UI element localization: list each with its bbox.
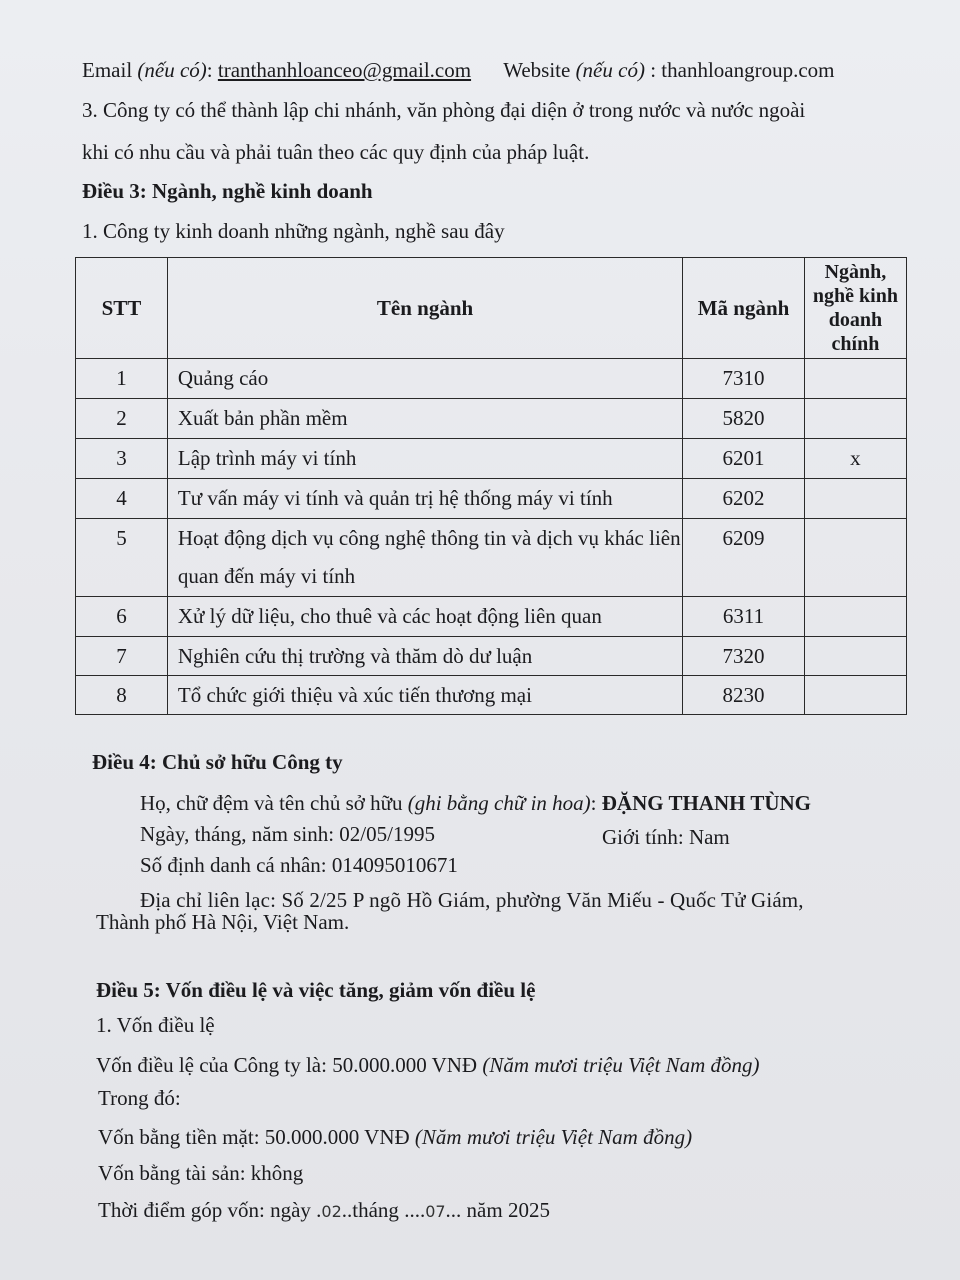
table-row <box>76 637 907 676</box>
cell-stt: 7 <box>76 637 168 676</box>
contrib-month: 07 <box>425 1202 446 1221</box>
owner-address-line1: Địa chỉ liên lạc: Số 2/25 P ngõ Hồ Giám, phường Văn Miếu - Quốc Tử Giám, <box>140 888 804 912</box>
assets-line: Vốn bằng tài sản: không <box>98 1161 304 1185</box>
owner-dob: Ngày, tháng, năm sinh: 02/05/1995 <box>140 822 435 846</box>
capital-words: (Năm mươi triệu Việt Nam đồng) <box>482 1053 760 1077</box>
cash-text: Vốn bằng tiền mặt: 50.000.000 VNĐ <box>98 1125 410 1149</box>
contrib-day: 02 <box>321 1202 342 1221</box>
cell-stt: 1 <box>76 359 168 399</box>
cell-code: 6201 <box>683 439 805 479</box>
header-main-line: doanh <box>828 309 883 331</box>
contrib-year-label: năm 2025 <box>466 1198 550 1222</box>
capital-text: Vốn điều lệ của Công ty là: 50.000.000 VNĐ <box>96 1053 478 1077</box>
cell-name: Hoạt động dịch vụ công nghệ thông tin và dịch vụ khác liên quan đến máy vi tính <box>167 519 682 597</box>
cell-main <box>804 359 906 399</box>
cell-stt: 2 <box>76 399 168 439</box>
cell-main <box>804 479 906 519</box>
contrib-label: Thời điểm góp vốn: ngày <box>98 1198 311 1222</box>
owner-address-line2: Thành phố Hà Nội, Việt Nam. <box>96 910 350 934</box>
table-row <box>76 399 907 439</box>
article4-title: Điều 4: Chủ sở hữu Công ty <box>92 750 343 774</box>
cell-code: 5820 <box>683 399 805 439</box>
cell-name: Nghiên cứu thị trường và thăm dò dư luận <box>167 637 682 676</box>
clause3-line2: khi có nhu cầu và phải tuân theo các quy định của pháp luật. <box>82 140 590 164</box>
business-lines-table <box>75 257 907 715</box>
cell-main <box>804 597 906 637</box>
cell-stt: 8 <box>76 676 168 715</box>
cell-code: 7310 <box>683 359 805 399</box>
owner-id: Số định danh cá nhân: 014095010671 <box>140 853 458 877</box>
table-row <box>76 519 907 597</box>
table-row <box>76 359 907 399</box>
header-name: Tên ngành <box>167 258 682 359</box>
cell-stt: 6 <box>76 597 168 637</box>
cell-name: Xử lý dữ liệu, cho thuê và các hoạt động liên quan <box>167 597 682 637</box>
email-note: (nếu có) <box>137 58 207 82</box>
cash-words: (Năm mươi triệu Việt Nam đồng) <box>414 1125 693 1149</box>
cell-name: Tổ chức giới thiệu và xúc tiến thương mại <box>167 676 682 715</box>
email-label: Email <box>82 58 133 82</box>
owner-label: Họ, chữ đệm và tên chủ sở hữu <box>140 791 403 815</box>
cell-main: x <box>804 439 906 479</box>
capital-line <box>96 1053 760 1078</box>
cell-stt: 5 <box>76 519 168 597</box>
website-label: Website <box>503 58 571 82</box>
cell-code: 6202 <box>683 479 805 519</box>
article5-title: Điều 5: Vốn điều lệ và việc tăng, giảm vốn điều lệ <box>96 978 536 1002</box>
owner-note: (ghi bằng chữ in hoa) <box>407 791 591 815</box>
email-value: tranthanhloanceo@gmail.com <box>217 58 472 82</box>
clause3-line1: 3. Công ty có thể thành lập chi nhánh, văn phòng đại diện ở trong nước và nước ngoài <box>82 98 806 122</box>
cell-code: 7320 <box>683 637 805 676</box>
table-row <box>76 439 907 479</box>
owner-name: ĐẶNG THANH TÙNG <box>601 791 812 815</box>
header-main-line: Ngành, <box>824 261 887 283</box>
cell-name: Tư vấn máy vi tính và quản trị hệ thống máy vi tính <box>167 479 682 519</box>
cell-name: Lập trình máy vi tính <box>167 439 682 479</box>
cell-main <box>804 399 906 439</box>
cell-code: 6311 <box>683 597 805 637</box>
cash-line <box>98 1125 692 1150</box>
contact-line: Email (nếu có): tranthanhloanceo@gmail.com Website (nếu có) : thanhloangroup.com <box>82 58 835 82</box>
cell-stt: 4 <box>76 479 168 519</box>
article5-item1: 1. Vốn điều lệ <box>96 1013 215 1037</box>
cell-main <box>804 519 906 597</box>
cell-name: Xuất bản phần mềm <box>167 399 682 439</box>
header-stt: STT <box>76 258 168 359</box>
header-main-line: chính <box>831 333 880 355</box>
owner-gender: Giới tính: Nam <box>602 825 730 849</box>
website-value: thanhloangroup.com <box>661 58 835 82</box>
article3-title: Điều 3: Ngành, nghề kinh doanh <box>82 179 373 203</box>
cell-main <box>804 637 906 676</box>
cell-code: 6209 <box>683 519 805 597</box>
table-row <box>76 597 907 637</box>
website-note: (nếu có) <box>575 58 645 82</box>
header-main-line: nghề kinh <box>812 285 898 307</box>
cell-code: 8230 <box>683 676 805 715</box>
including-label: Trong đó: <box>98 1086 181 1110</box>
table-row <box>76 676 907 715</box>
contribution-line: Thời điểm góp vốn: ngày .02..tháng ....07... năm 2025 <box>98 1198 550 1222</box>
table-row <box>76 479 907 519</box>
contrib-month-label: tháng <box>352 1198 399 1222</box>
cell-main <box>804 676 906 715</box>
header-code: Mã ngành <box>683 258 805 359</box>
owner-line: Họ, chữ đệm và tên chủ sở hữu (ghi bằng chữ in hoa): ĐẶNG THANH TÙNG <box>140 791 812 815</box>
header-main-business <box>804 258 906 359</box>
article3-intro: 1. Công ty kinh doanh những ngành, nghề sau đây <box>82 219 505 243</box>
cell-name: Quảng cáo <box>167 359 682 399</box>
table-header-row <box>76 258 907 359</box>
cell-stt: 3 <box>76 439 168 479</box>
